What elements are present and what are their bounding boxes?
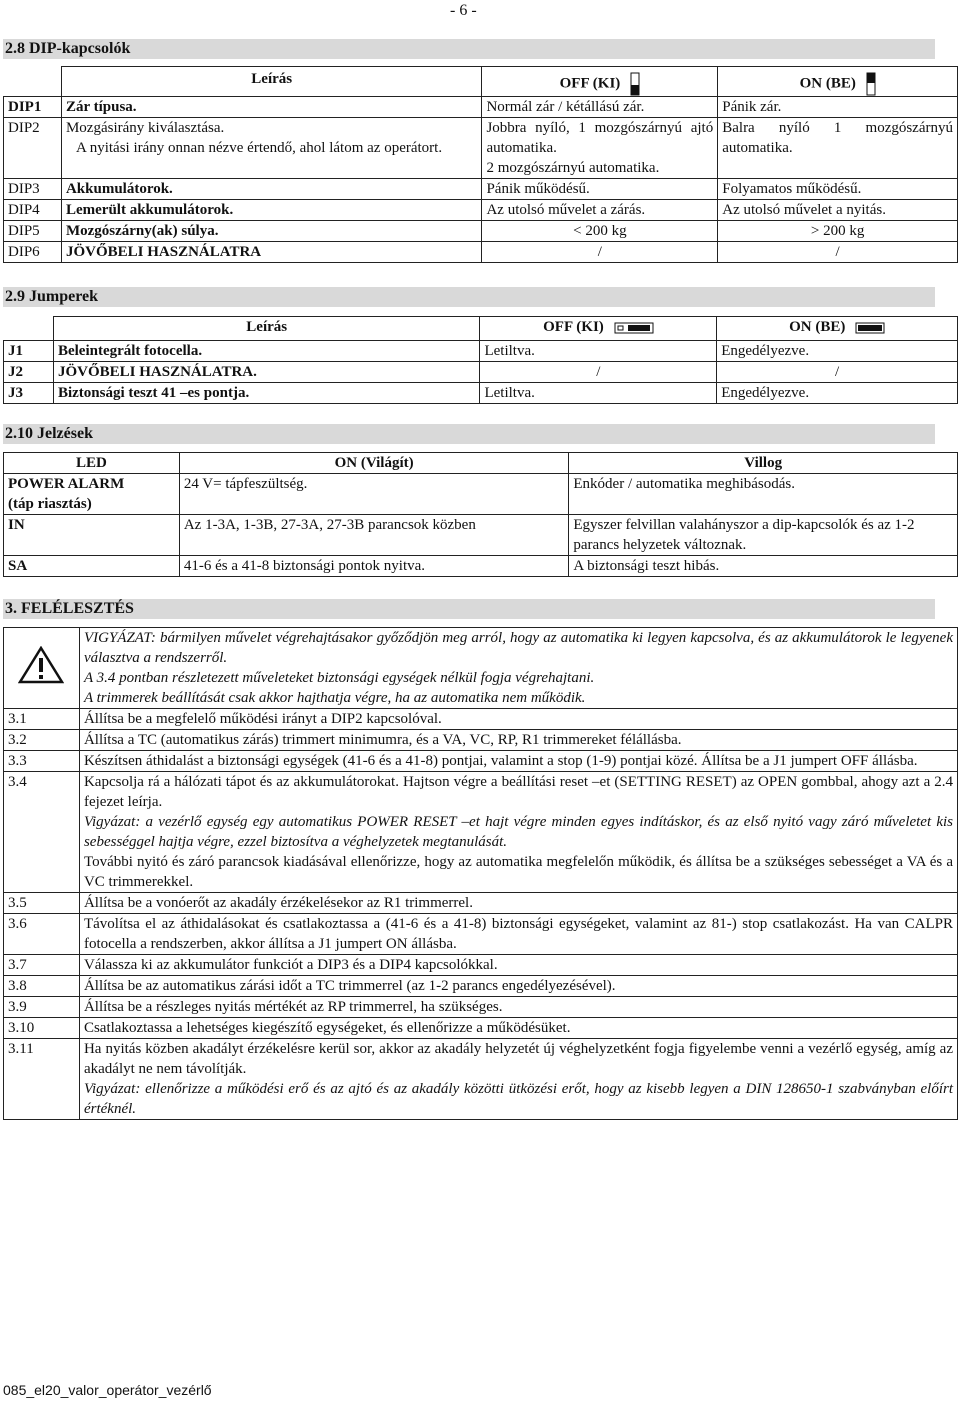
step-number: 3.9 [4,997,80,1018]
table-row [4,341,958,362]
step-text: Állítsa be a részleges nyitás mértékét az RP trimmerrel, ha szükséges. [79,997,957,1018]
jumper-on-icon [855,322,885,334]
table-row [4,474,958,515]
led-header-on: ON (Világít) [179,453,569,474]
step-text: Állítsa be az automatikus zárási időt a TC trimmerrel (az 1-2 parancs engedélyezésével). [79,976,957,997]
step-number: 3.6 [4,914,80,955]
dip-header-off-label: OFF (KI) [559,75,621,92]
warning-row [4,628,958,709]
jumper-off: / [480,362,717,383]
table-row [4,556,958,577]
step-number: 3.3 [4,751,80,772]
led-on: Az 1-3A, 1-3B, 27-3A, 27-3B parancsok közben [179,515,569,556]
step-number: 3.8 [4,976,80,997]
dip-header-off [482,67,718,97]
dip-off: Pánik működésű. [482,179,718,200]
warning-icon [18,646,64,684]
dip-desc [61,118,482,179]
jumper-desc: Beleintegrált fotocella. [53,341,480,362]
dip-id: DIP5 [4,221,62,242]
step-text: Állítsa a TC (automatikus zárás) trimmert minimumra, és a VA, VC, RP, R1 trimmereket félállásba. [79,730,957,751]
step-text: Állítsa be a megfelelő működési irányt a DIP2 kapcsolóval. [79,709,957,730]
dip-off-line: 2 mozgószárnyú automatika. [486,160,660,176]
switch-on-icon [866,72,876,96]
table-row [4,751,958,772]
jumper-header-on-label: ON (BE) [789,319,846,335]
step-number: 3.7 [4,955,80,976]
dip-on: Az utolsó művelet a nyitás. [718,200,958,221]
dip-header-on-label: ON (BE) [799,75,856,92]
startup-table [3,627,958,1120]
table-row [4,893,958,914]
dip-id: DIP4 [4,200,62,221]
led-name: SA [4,556,180,577]
step-number: 3.10 [4,1018,80,1039]
footer-text: 085_el20_valor_operátor_vezérlő [3,1382,212,1398]
table-row [4,955,958,976]
step-number: 3.1 [4,709,80,730]
table-row [4,997,958,1018]
dip-on: Folyamatos működésű. [718,179,958,200]
jumper-id: J1 [4,341,54,362]
led-header: LED [4,453,180,474]
table-row [4,97,958,118]
led-table [3,452,958,577]
dip-off: Normál zár / kétállású zár. [482,97,718,118]
led-blink: A biztonsági teszt hibás. [569,556,958,577]
step-number: 3.2 [4,730,80,751]
table-row [4,1039,958,1120]
led-blink: Egyszer felvillan valahányszor a dip-kapcsolók és az 1-2 parancs helyzetek változnak. [569,515,958,556]
table-row [4,709,958,730]
warning-text [79,628,957,709]
section-title-dip: 2.8 DIP-kapcsolók [3,39,935,59]
led-name [4,474,180,515]
dip-id: DIP2 [4,118,62,179]
jumper-desc: JÖVŐBELI HASZNÁLATRA. [53,362,480,383]
jumper-id: J3 [4,383,54,404]
jumper-off: Letiltva. [480,341,717,362]
led-name-line: (táp riasztás) [8,496,92,512]
dip-id: DIP6 [4,242,62,263]
jumper-off: Letiltva. [480,383,717,404]
step-number: 3.5 [4,893,80,914]
step-text: Csatlakoztassa a lehetséges kiegészítő egységeket, és ellenőrizze a működésüket. [79,1018,957,1039]
section-title-startup: 3. FELÉLESZTÉS [3,599,935,619]
table-row [4,179,958,200]
dip-off [482,118,718,179]
jumper-header-off-label: OFF (KI) [543,319,604,335]
jumper-on: Engedélyezve. [717,383,958,404]
jumper-id: J2 [4,362,54,383]
switch-off-icon [630,72,640,96]
warning-line: A trimmerek beállítását csak akkor hajthatja végre, ha az automatika nem működik. [83,690,586,706]
section-title-jumper: 2.9 Jumperek [3,287,935,307]
jumper-table [3,316,958,404]
table-row [4,914,958,955]
step-text: Távolítsa el az áthidalásokat és csatlakoztassa a (41-6 és a 41-8) biztonsági egységeket, valamint az 81-) stop csatlakozást. Ha van CALPR fotocella a rendszerben, akkor állítsa a J1 jumpert ON állásba. [79,914,957,955]
step-number: 3.11 [4,1039,80,1120]
dip-desc: Akkumulátorok. [61,179,482,200]
step-note: Vigyázat: a vezérlő egység egy automatikus POWER RESET –et hajt végre minden egyes indításkor, és az első nyitó vagy záró műveletet kis sebességgel hajtja végre, ezzel biztosítva a véghelyzetek megtanulását. [83,814,953,850]
table-row [4,772,958,893]
dip-off: < 200 kg [482,221,718,242]
step-text [79,772,957,893]
dip-desc: Mozgószárny(ak) súlya. [61,221,482,242]
jumper-off-icon [614,322,654,334]
warning-cell [4,628,80,709]
dip-header-leiras: Leírás [61,67,482,97]
warning-line: VIGYÁZAT: bármilyen művelet végrehajtásakor győződjön meg arról, hogy az automatika ki legyen kapcsolva, és az akkumulátorok le legyenek választva a rendszerről. [83,630,953,666]
led-blink: Enkóder / automatika meghibásodás. [569,474,958,515]
step-line: További nyitó és záró parancsok kiadásával ellenőrizze, hogy az automatika megfelelőn működik, és állítsa be a szükséges sebességet a VA és a VC trimmerekkel. [83,854,953,890]
step-line: Ha nyitás közben akadályt érzékelésre kerül sor, akkor az akadály helyzetét új véghelyzetként fogja figyelembe venni a vezérlő egység, amíg az akadályt ne nem távolítják. [83,1041,953,1077]
jumper-header-off [480,317,717,341]
dip-id: DIP1 [4,97,62,118]
jumper-header-leiras: Leírás [53,317,480,341]
dip-off: Az utolsó művelet a zárás. [482,200,718,221]
table-row [4,1018,958,1039]
dip-desc-line: Mozgásirány kiválasztása. [65,120,225,136]
warning-line: A 3.4 pontban részletezett műveleteket biztonsági egységek nélkül fogja végrehajtani. [83,670,595,686]
dip-on: > 200 kg [718,221,958,242]
dip-table [3,66,958,263]
step-text: Állítsa be a vonóerőt az akadály érzékelésekor az R1 trimmerrel. [79,893,957,914]
step-text [79,1039,957,1120]
led-on: 41-6 és a 41-8 biztonsági pontok nyitva. [179,556,569,577]
table-row [4,383,958,404]
dip-on: Pánik zár. [718,97,958,118]
jumper-on: / [717,362,958,383]
table-row [4,200,958,221]
step-line: Kapcsolja rá a hálózati tápot és az akkumulátorokat. Hajtson végre a beállítási reset –et (SETTING RESET) az OPEN gombbal, ahogy azt a 2.4 fejezet leírja. [83,774,953,810]
step-text: Válassza ki az akkumulátor funkciót a DIP3 és a DIP4 kapcsolókkal. [79,955,957,976]
dip-off-line: Jobbra nyíló, 1 mozgószárnyú ajtó automatika. [486,120,714,156]
dip-on: / [718,242,958,263]
table-row [4,515,958,556]
table-row [4,221,958,242]
dip-desc-note: A nyitási irány onnan nézve értendő, ahol látom az operátort. [75,140,443,156]
dip-desc: Zár típusa. [61,97,482,118]
led-header-blink: Villog [569,453,958,474]
table-row [4,730,958,751]
led-name-line: POWER ALARM [8,476,125,492]
step-text: Készítsen áthidalást a biztonsági egységek (41-6 és a 41-8) pontjai, valamint a stop (1-9) pontjai közé. Állítsa be a J1 jumpert OFF állásba. [79,751,957,772]
led-on: 24 V= tápfeszültség. [179,474,569,515]
led-name: IN [4,515,180,556]
dip-header-on [718,67,958,97]
jumper-desc: Biztonsági teszt 41 –es pontja. [53,383,480,404]
step-number: 3.4 [4,772,80,893]
table-row [4,976,958,997]
jumper-on: Engedélyezve. [717,341,958,362]
dip-desc: JÖVŐBELI HASZNÁLATRA [61,242,482,263]
jumper-header-on [717,317,958,341]
table-row [4,362,958,383]
dip-desc: Lemerült akkumulátorok. [61,200,482,221]
table-row [4,242,958,263]
section-title-led: 2.10 Jelzések [3,424,935,444]
table-row [4,118,958,179]
page-number: - 6 - [450,2,477,19]
step-note: Vigyázat: ellenőrizze a működési erő és az ajtó és az akadály közötti ütközési erőt, hogy az kisebb legyen a DIN 128650-1 szabványban előírt értéknél. [83,1081,953,1117]
dip-off: / [482,242,718,263]
dip-on: Balra nyíló 1 mozgószárnyú automatika. [718,118,958,179]
dip-id: DIP3 [4,179,62,200]
